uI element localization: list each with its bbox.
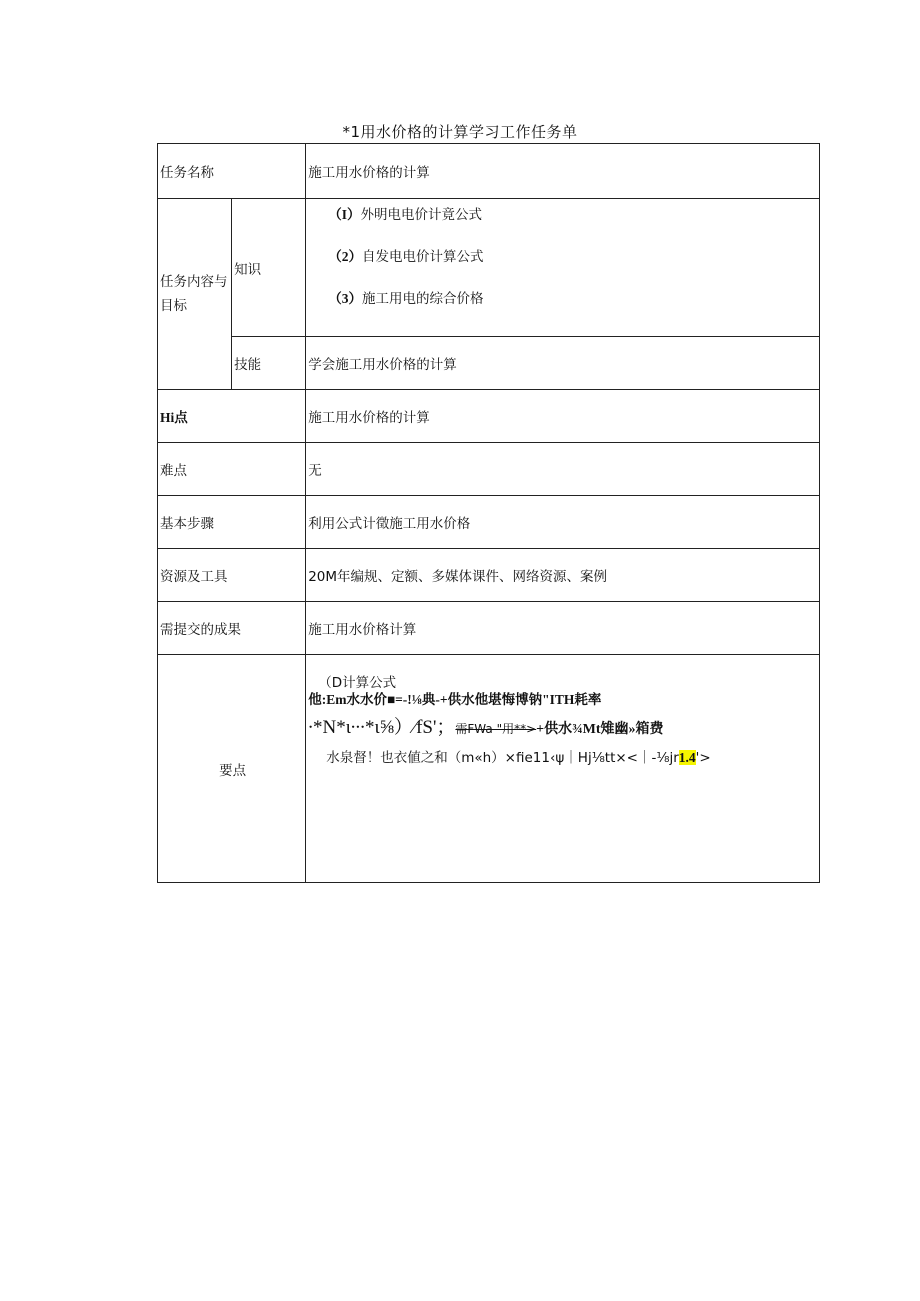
key-point-label: Hi点	[158, 390, 306, 443]
knowledge-item	[328, 287, 819, 307]
points-line-3-part-b: 需FWa "用**>	[455, 722, 537, 737]
row-task-name	[158, 144, 820, 199]
knowledge-item-text: 自发电电价计算公式	[361, 249, 484, 265]
task-name-label: 任务名称	[158, 144, 306, 199]
row-knowledge	[158, 199, 820, 337]
knowledge-item	[328, 245, 819, 265]
knowledge-item-number: （I）	[328, 207, 361, 222]
row-steps	[158, 496, 820, 549]
deliverable-value: 施工用水价格计算	[306, 602, 820, 655]
knowledge-cell	[306, 199, 820, 337]
skill-value: 学会施工用水价格的计算	[306, 337, 820, 390]
points-line-3-part-a: ∙*N*ι∙∙∙*ι⅝）∕fS'；	[308, 717, 456, 739]
knowledge-label: 知识	[232, 199, 306, 337]
resources-value: 20M年编规、定额、多媒体课件、网络资源、案例	[306, 549, 820, 602]
content-label-cell	[158, 199, 232, 390]
page-title: *1用水价格的计算学习工作任务单	[342, 123, 578, 141]
points-line-4-highlight: 1.4	[678, 750, 696, 766]
points-line-1: （D计算公式	[318, 675, 397, 691]
points-formula	[308, 675, 819, 766]
points-line-4-part-a: 水泉督！也衣値之和（m«h）×fie11‹ψ｜Hj⅛tt×<｜-⅛jr	[326, 750, 679, 767]
points-line-4	[308, 750, 819, 766]
points-line-4-part-b: '>	[695, 750, 711, 767]
points-line-2: 他:Em水水价■=-!⅛典-+供水他堪悔博钠"ITH耗率	[308, 692, 602, 708]
points-label: 要点	[158, 655, 306, 883]
task-sheet-table	[157, 143, 820, 883]
knowledge-item-text: 外明电电价计竟公式	[360, 207, 482, 223]
knowledge-item	[328, 203, 819, 223]
key-point-value: 施工用水价格的计算	[306, 390, 820, 443]
row-points	[158, 655, 820, 883]
row-deliverable	[158, 602, 820, 655]
row-key-point	[158, 390, 820, 443]
knowledge-item-number: （3）	[328, 291, 362, 306]
skill-label: 技能	[232, 337, 306, 390]
row-resources	[158, 549, 820, 602]
knowledge-item-text: 施工用电的综合价格	[361, 291, 484, 307]
points-line-3	[308, 717, 819, 740]
row-difficulty	[158, 443, 820, 496]
deliverable-label: 需提交的成果	[158, 602, 306, 655]
difficulty-value: 无	[306, 443, 820, 496]
knowledge-list	[308, 199, 819, 311]
points-line-3-part-c: +供水¾Mt雉幽»箱费	[536, 722, 664, 738]
task-name-value: 施工用水价格的计算	[306, 144, 820, 199]
steps-label: 基本步骤	[158, 496, 306, 549]
difficulty-label: 难点	[158, 443, 306, 496]
steps-value: 利用公式计徵施工用水价格	[306, 496, 820, 549]
row-skill	[158, 337, 820, 390]
content-label: 任务内容与目标	[160, 274, 228, 314]
knowledge-item-number: （2）	[328, 249, 362, 264]
points-cell	[306, 655, 820, 883]
resources-label: 资源及工具	[158, 549, 306, 602]
